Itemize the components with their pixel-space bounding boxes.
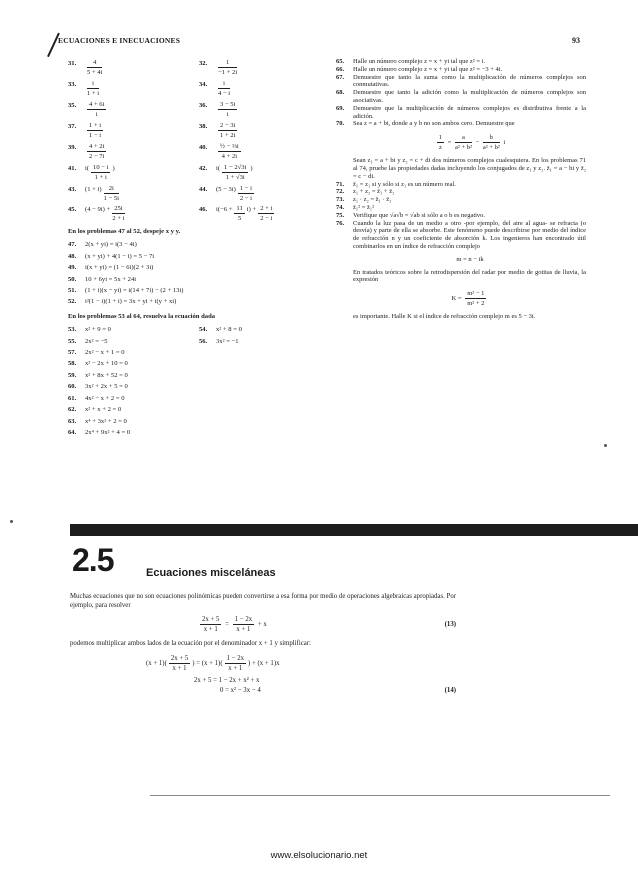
exercise-text: 10 + 6yi = 5x + 24i xyxy=(85,275,137,283)
denominator: i xyxy=(95,111,98,118)
closing-paren: ) xyxy=(250,165,253,172)
equation-13: $\frac{2x + 5}{x + 1}$ = $\frac{1 - 2x}{x + 1}$ + x (13) xyxy=(202,616,456,633)
exercise-text: 2x² = −5 xyxy=(85,337,108,345)
margin-mark xyxy=(10,520,13,523)
exercise-text: i²(1 − i)(1 + i) = 3x + yi + i(y + xi) xyxy=(85,298,177,306)
instructions-47-52: En los problemas 47 al 52, despeje x y y. xyxy=(68,228,181,235)
exercise-pairs-53-56 xyxy=(68,324,330,347)
section-number: 2.5 xyxy=(72,542,114,578)
equation-76-m: m = n − ik xyxy=(456,255,484,263)
exercise-list-71-76 xyxy=(336,181,586,251)
exercise-item xyxy=(336,120,586,128)
exercise-number: 67. xyxy=(336,73,345,81)
exercise-row-45-46 xyxy=(68,204,330,223)
exercise-item xyxy=(336,181,586,189)
exercise-list-47-52 xyxy=(68,239,330,307)
exercise-45: 45. (4 − 9i) + $\frac{25i}{2 + i}$ xyxy=(68,205,125,222)
margin-mark xyxy=(604,444,607,447)
exercise-text: 2x² − x + 1 = 0 xyxy=(85,349,125,357)
exercise-46: 46. i(−6 + $\frac{11}{5}$ i) + $\frac{2 + i}{2 - i}$ xyxy=(199,205,273,222)
exercise-item xyxy=(68,404,330,415)
running-header: ECUACIONES E INECUACIONES xyxy=(58,36,181,45)
denominator: 5 + 4i xyxy=(87,69,103,76)
numerator: 4 + 2i xyxy=(89,143,105,150)
fraction xyxy=(218,121,237,140)
exercise-item xyxy=(336,204,586,212)
exercise-number: 53. xyxy=(68,326,77,334)
exercise-number: 58. xyxy=(68,360,77,368)
denominator: 4 − i xyxy=(218,90,231,97)
exercise-text: (1 + i)(x − yi) = i(14 + 7i) − (2 + 13i) xyxy=(85,287,184,295)
exercise-item xyxy=(68,370,330,381)
denominator: 1 + √3i xyxy=(225,174,245,181)
exercise-item xyxy=(336,74,586,90)
exercise-text: Cuando la luz pasa de un medio a otro -por ejemplo, del aire al agua- se refracta (o desvía) y parte de ella se absorbe. Este fenómeno puede describirse por medio del índice de refracción n y un coeficiente de absorción k. Los ingenieros han encontrado útil combinarlos en un índice de refracción complejo xyxy=(353,219,586,250)
exercise-text: x² − 2x + 10 = 0 xyxy=(85,360,128,368)
exercise-list-65-70 xyxy=(336,58,586,128)
fraction xyxy=(222,163,248,182)
exercise-text: Sea z = a + bi, donde a y b no son ambos cero. Demuestre que xyxy=(353,120,515,128)
section-title: Ecuaciones misceláneas xyxy=(146,567,276,579)
exercise-text: 3x² + 2x + 5 = 0 xyxy=(85,383,128,391)
exercise-item xyxy=(336,196,586,204)
exercise-item xyxy=(336,220,586,251)
fraction xyxy=(218,79,230,98)
denominator: 1 − i xyxy=(89,132,102,139)
equation-14: 0 = x² − 3x − 4 (14) xyxy=(220,687,456,694)
exercise-number: 39. xyxy=(68,144,77,151)
exercise-list-57-64 xyxy=(68,347,330,438)
numerator: 4 + 6i xyxy=(89,101,105,108)
exercise-text: (x + yi) + 4(1 − i) = 5 − 7i xyxy=(85,252,155,260)
exercise-33 xyxy=(68,79,199,98)
fraction xyxy=(87,100,106,119)
exercise-number: 71. xyxy=(336,180,345,188)
denominator: 1 + i xyxy=(94,174,107,181)
denominator: 1 + 2i xyxy=(220,132,236,139)
exercise-number: 42. xyxy=(199,165,208,172)
exercise-number: 38. xyxy=(199,123,208,130)
exercise-text: 3x² = −1 xyxy=(216,337,239,345)
exercise-item xyxy=(68,416,330,427)
exercise-40 xyxy=(199,142,330,161)
exercise-item xyxy=(68,427,330,438)
exercise-item xyxy=(336,66,586,74)
equation-14-label: (14) xyxy=(444,687,456,694)
exercise-item xyxy=(199,324,330,335)
exercise-row xyxy=(68,79,330,98)
exercise-number: 70. xyxy=(336,120,345,128)
exercise-text: 2(x + yi) = i(3 − 4i) xyxy=(85,241,137,249)
footer-url: www.elsolucionario.net xyxy=(270,850,368,861)
numerator: 1 + i xyxy=(89,122,102,129)
left-column xyxy=(68,58,330,438)
exercise-number: 54. xyxy=(199,326,208,334)
exercise-number: 61. xyxy=(68,394,77,402)
denominator: 1 + i xyxy=(87,90,100,97)
exercise-item xyxy=(68,358,330,369)
exercise-number: 51. xyxy=(68,287,77,295)
expression-prefix: i( xyxy=(216,165,221,172)
exercise-text: x² + 9 = 0 xyxy=(85,326,111,334)
numerator: 2 − 3i xyxy=(220,122,236,129)
equation-70: $\frac{1}{z}$ = $\frac{a}{\text{a² + b²}}$ − $\frac{b}{\text{a² + b²}}$ i xyxy=(438,134,506,152)
exercise-text: Halle un número complejo z = x + yi tal que z² = −3 + 4i. xyxy=(353,65,503,73)
exercise-item xyxy=(199,336,330,347)
fraction xyxy=(218,142,241,161)
fraction xyxy=(91,163,110,182)
exercise-item xyxy=(68,336,199,347)
exercise-text: i(x + yi) = (1 − 6i)(2 + 3i) xyxy=(85,264,154,272)
exercise-number: 40. xyxy=(199,144,208,151)
exercise-number: 59. xyxy=(68,371,77,379)
exercise-row xyxy=(68,142,330,161)
exercise-number: 65. xyxy=(336,58,345,65)
exercise-item xyxy=(68,296,330,307)
exercise-number: 33. xyxy=(68,81,77,88)
exercise-text: z̄₁² = z̄₁² xyxy=(353,203,375,211)
exercise-number: 48. xyxy=(68,252,77,260)
exercise-item xyxy=(68,285,330,296)
fraction xyxy=(218,100,237,119)
denominator: −1 + 2i xyxy=(218,69,238,76)
denominator: i xyxy=(226,111,229,118)
exercise-number: 49. xyxy=(68,264,77,272)
numerator: ½ − ⅔i xyxy=(220,143,239,150)
exercise-number: 55. xyxy=(68,337,77,345)
fraction xyxy=(87,58,102,77)
exercise-number: 41. xyxy=(68,165,77,172)
exercise-number: 64. xyxy=(68,428,77,436)
exercise-70-continuation: Sean z₁ = a + bi y z₂ = c + di dos números complejos cualesquiera. En los problemas 71 al 74, pruebe las propiedades dadas incluyendo los conjugados de z₁ y z₂. z̄₁ = a − bi y z̄₂ = c − di. xyxy=(353,157,586,180)
exercise-item xyxy=(68,262,330,273)
page-number: 93 xyxy=(572,36,580,45)
exercise-36 xyxy=(199,100,330,119)
exercise-number: 57. xyxy=(68,349,77,357)
fraction xyxy=(87,142,106,161)
exercise-item xyxy=(68,381,330,392)
exercise-34 xyxy=(199,79,330,98)
numerator: 10 − i xyxy=(93,164,109,171)
exercise-item xyxy=(336,89,586,105)
exercise-number: 47. xyxy=(68,241,77,249)
exercise-row xyxy=(68,100,330,119)
exercise-number: 68. xyxy=(336,89,345,97)
exercise-text: Demuestre que tanto la suma como la multiplicación de números complejos son conmutativas. xyxy=(353,73,586,89)
instructions-53-64: En los problemas 53 al 64, resuelva la ecuación dada xyxy=(68,312,216,320)
exercise-76-continuation: En tratados teóricos sobre la retrodispersión del radar por medio de gotitas de lluvia, la expresión xyxy=(353,268,586,284)
equation-76-k: K = $\frac{\text{m² − 1}}{\text{m² + 2}}$ xyxy=(451,290,485,308)
exercise-row xyxy=(68,324,330,335)
exercise-item xyxy=(336,188,586,196)
exercise-text: 4x² − x + 2 = 0 xyxy=(85,394,125,402)
exercise-row xyxy=(68,163,330,182)
numerator: i xyxy=(87,79,99,89)
numerator: i xyxy=(218,79,230,89)
fraction xyxy=(87,121,103,140)
exercise-43: 43. (1 + i) $\frac{2i}{1 - 5i}$ xyxy=(68,185,119,202)
exercise-item xyxy=(336,58,586,66)
exercise-number: 73. xyxy=(336,196,345,204)
exercise-item xyxy=(68,393,330,404)
exercise-35 xyxy=(68,100,199,119)
exercise-text: z₁ · z₂ = z̄₁ · z̄₂ xyxy=(353,196,392,204)
exercise-number: 69. xyxy=(336,104,345,112)
exercise-pairs-31-42 xyxy=(68,58,330,182)
exercise-item xyxy=(68,239,330,250)
exercise-number: 60. xyxy=(68,383,77,391)
exercise-item xyxy=(68,251,330,262)
exercise-number: 63. xyxy=(68,417,77,425)
exercise-number: 76. xyxy=(336,219,345,227)
exercise-text: Verifique que √a√b = √ab si sólo a o b es negativo. xyxy=(353,211,486,219)
exercise-number: 74. xyxy=(336,203,345,211)
equation-13-label: (13) xyxy=(444,621,456,628)
exercise-number: 50. xyxy=(68,275,77,283)
exercise-number: 66. xyxy=(336,65,345,73)
exercise-37 xyxy=(68,121,199,140)
exercise-76-end: es importante. Halle K si el índice de refracción complejo m es 5 − 3i. xyxy=(353,313,536,321)
exercise-text: Demuestre que tanto la adición como la multiplicación de números complejos son asociativas. xyxy=(353,89,586,104)
exercise-number: 31. xyxy=(68,60,77,67)
exercise-44: 44. (5 − 3i) $\frac{1 - i}{2 - i}$ xyxy=(199,185,252,202)
exercise-42 xyxy=(199,163,330,182)
denominator: 2 − 7i xyxy=(89,153,105,160)
fraction xyxy=(218,58,237,77)
exercise-number: 36. xyxy=(199,102,208,109)
numerator: 1 − 2√3i xyxy=(224,164,247,171)
exercise-41 xyxy=(68,163,199,182)
exercise-number: 52. xyxy=(68,298,77,306)
exercise-number: 35. xyxy=(68,102,77,109)
exercise-row xyxy=(68,336,330,347)
section-mid-text: podemos multiplicar ambos lados de la ecuación por el denominador x + 1 y simplificar: xyxy=(70,640,311,647)
section-body xyxy=(70,592,456,695)
exercise-text: x² + 8x + 52 = 0 xyxy=(85,371,128,379)
exercise-number: 62. xyxy=(68,406,77,414)
section-intro: Muchas ecuaciones que no son ecuaciones polinómicas pueden convertirse a esa forma por medio de operaciones algebraicas apropiadas. Por ejemplo, para resolver xyxy=(70,593,456,609)
exercise-row-43-44 xyxy=(68,184,330,203)
closing-paren: ) xyxy=(112,165,115,172)
numerator: 3 − 5i xyxy=(220,101,236,108)
exercise-number: 72. xyxy=(336,188,345,196)
equation-multiply: (x + 1)( $\frac{2x + 5}{x + 1}$ ) = (x + 1)( $\frac{1 - 2x}{x + 1}$ ) + (x + 1)x xyxy=(146,655,280,672)
exercise-number: 32. xyxy=(199,60,208,67)
exercise-item xyxy=(68,324,199,335)
exercise-item xyxy=(336,212,586,220)
exercise-32 xyxy=(199,58,330,77)
exercise-item xyxy=(68,274,330,285)
equation-line-2: 2x + 5 = 1 − 2x + x² + x xyxy=(194,677,260,684)
exercise-text: x² + 8 = 0 xyxy=(216,326,242,334)
exercise-number: 34. xyxy=(199,81,208,88)
bottom-rule xyxy=(150,795,610,796)
expression-prefix: i( xyxy=(85,165,90,172)
exercise-text: Demuestre que la multiplicación de números complejos es distributiva frente a la adición. xyxy=(353,104,586,120)
denominator: 4 + 2i xyxy=(221,153,238,160)
numerator: 4 xyxy=(87,58,102,68)
exercise-number: 56. xyxy=(199,337,208,345)
exercise-row xyxy=(68,58,330,77)
exercise-text: Halle un número complejo z = x + yi tal que z² = i. xyxy=(353,58,486,65)
exercise-item xyxy=(68,347,330,358)
fraction xyxy=(87,79,99,98)
exercise-number: 75. xyxy=(336,211,345,219)
exercise-row xyxy=(68,121,330,140)
exercise-38 xyxy=(199,121,330,140)
exercise-number: 37. xyxy=(68,123,77,130)
exercise-text: x² + x + 2 = 0 xyxy=(85,406,122,414)
right-column xyxy=(336,58,586,321)
numerator: 1 xyxy=(218,58,237,68)
exercise-text: z₁ + z₂ = z̄₁ + z̄₂ xyxy=(353,188,395,196)
exercise-39 xyxy=(68,142,199,161)
exercise-31 xyxy=(68,58,199,77)
exercise-text: x⁴ + 3x² + 2 = 0 xyxy=(85,417,127,425)
section-band xyxy=(70,524,638,536)
exercise-text: z̄₁ = z₁ si y sólo si z₁ es un número real. xyxy=(353,180,456,188)
exercise-item xyxy=(336,105,586,121)
exercise-text: 2x⁴ + 9x² + 4 = 0 xyxy=(85,428,131,436)
